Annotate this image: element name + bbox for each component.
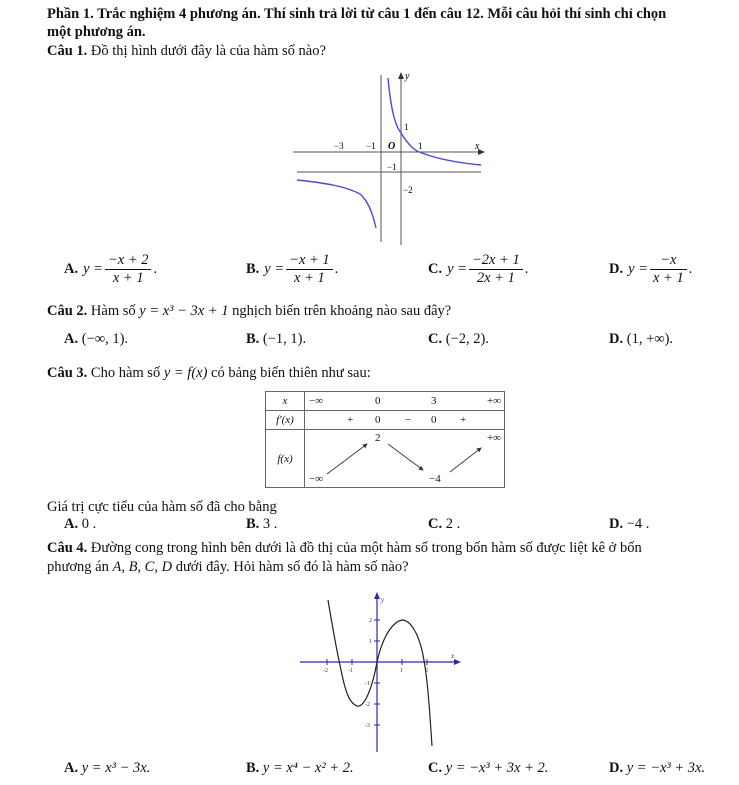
y-tick-minus-1: −1: [387, 162, 397, 172]
sign-plus-1: +: [347, 414, 354, 426]
question-3-prompt: Câu 3. Cho hàm số y = f(x) có bảng biến thiên như sau:: [47, 365, 371, 381]
question-1-label: Câu 1.: [47, 43, 88, 59]
question-4-option-b[interactable]: B. y = x⁴ − x² + 2.: [246, 760, 354, 776]
question-1-graph: [285, 70, 495, 250]
question-1-option-a[interactable]: A. y = $\frac{-x + 2}{x + 1}$ .: [64, 252, 158, 286]
origin-label: O: [388, 141, 396, 152]
x-tick-minus-2: -2: [323, 668, 328, 674]
y-tick-minus-2: −2: [403, 185, 413, 195]
sign-zero-1: 0: [375, 414, 381, 426]
y-tick-1: 1: [404, 122, 409, 132]
question-4-label: Câu 4.: [47, 540, 88, 556]
question-4-graph: [295, 590, 465, 755]
question-2-option-a[interactable]: A. (−∞, 1).: [64, 331, 129, 347]
question-2-function: y = x³ − 3x + 1: [139, 303, 229, 319]
f-value-start: −∞: [309, 473, 324, 485]
section-header-line2: một phương án.: [47, 24, 146, 40]
x-axis-label: x: [451, 652, 455, 660]
question-4-option-a[interactable]: A. y = x³ − 3x.: [64, 760, 151, 776]
x-value-0: 0: [375, 395, 381, 407]
question-3-option-a[interactable]: A. 0 .: [64, 516, 97, 532]
y-axis-label: y: [381, 596, 385, 604]
x-axis-label: x: [475, 141, 480, 152]
y-tick-minus-2: -2: [365, 702, 370, 708]
x-value-pos-inf: +∞: [486, 395, 501, 407]
sign-zero-2: 0: [431, 414, 437, 426]
y-tick-minus-3: -3: [365, 723, 370, 729]
sign-plus-2: +: [460, 414, 467, 426]
x-tick-2: 2: [425, 668, 428, 674]
question-1-prompt: [47, 43, 326, 60]
question-1-option-d[interactable]: D. y = $\frac{-x}{x + 1}$ .: [609, 252, 693, 286]
y-axis-arrow-icon: [398, 72, 404, 79]
question-4-prompt-line2: phương án A, B, C, D dưới đây. Hỏi hàm số đó là hàm số nào?: [47, 559, 409, 575]
f-value-min: −4: [429, 473, 441, 485]
curve-left-branch: [297, 180, 376, 228]
question-3-function: y = f(x): [163, 365, 208, 381]
question-4-prompt-line1: Câu 4. Đường cong trong hình bên dưới là đồ thị của một hàm số trong bốn hàm số được liệt kê ở bốn: [47, 540, 642, 556]
x-tick-minus-3: −3: [334, 141, 344, 151]
question-3-option-b[interactable]: B. 3 .: [246, 516, 278, 532]
row-label-fprime: f′(x): [266, 411, 305, 430]
y-tick-1: 1: [369, 639, 372, 645]
question-4-option-d[interactable]: D. y = −x³ + 3x.: [609, 760, 706, 776]
y-axis-arrow-icon: [374, 592, 380, 599]
f-value-end: +∞: [486, 432, 501, 444]
sign-minus: −: [405, 414, 412, 426]
variation-table: [265, 391, 505, 488]
x-tick-1: 1: [400, 668, 403, 674]
question-4-option-c[interactable]: C. y = −x³ + 3x + 2.: [428, 760, 549, 776]
question-2-option-b[interactable]: B. (−1, 1).: [246, 331, 307, 347]
y-tick-2: 2: [369, 618, 372, 624]
variation-table-row-fprime: [266, 411, 505, 430]
question-3-question: Giá trị cực tiểu của hàm số đã cho bằng: [47, 499, 277, 515]
y-axis-label: y: [405, 71, 410, 82]
arrow-increasing-2: [450, 448, 481, 472]
x-axis-arrow-icon: [454, 659, 461, 665]
question-2-option-d[interactable]: D. (1, +∞).: [609, 331, 674, 347]
row-label-f: f(x): [266, 430, 305, 488]
question-3-option-c[interactable]: C. 2 .: [428, 516, 461, 532]
section-header-line1: Phần 1. Trắc nghiệm 4 phương án. Thí sinh trả lời từ câu 1 đến câu 12. Mỗi câu hỏi thí sinh chỉ chọn: [47, 6, 667, 22]
question-2-label: Câu 2.: [47, 303, 88, 319]
x-tick-minus-1: −1: [366, 141, 376, 151]
variation-table-row-x: [266, 392, 505, 411]
arrow-increasing-1: [327, 444, 367, 474]
x-value-3: 3: [431, 395, 437, 407]
f-value-max: 2: [375, 432, 381, 444]
question-3-label: Câu 3.: [47, 365, 88, 381]
variation-arrows: [305, 430, 505, 488]
row-label-x: x: [266, 392, 305, 411]
cubic-curve: [328, 600, 432, 746]
y-tick-minus-1: -1: [365, 681, 370, 687]
question-1-option-c[interactable]: C. y = $\frac{-2x + 1}{2x + 1}$ .: [428, 252, 529, 286]
x-tick-minus-1: -1: [348, 668, 353, 674]
question-3-option-d[interactable]: D. −4 .: [609, 516, 650, 532]
variation-table-row-f: [266, 430, 505, 488]
x-value-neg-inf: −∞: [309, 395, 324, 407]
question-2-prompt: Câu 2. Hàm số y = x³ − 3x + 1 nghịch biến trên khoảng nào sau đây?: [47, 303, 452, 319]
arrow-decreasing: [388, 444, 423, 470]
question-1-text: Đồ thị hình dưới đây là của hàm số nào?: [90, 43, 326, 59]
question-1-option-b[interactable]: B. y = $\frac{-x + 1}{x + 1}$ .: [246, 252, 339, 286]
question-2-option-c[interactable]: C. (−2, 2).: [428, 331, 489, 347]
x-tick-1: 1: [418, 141, 423, 151]
